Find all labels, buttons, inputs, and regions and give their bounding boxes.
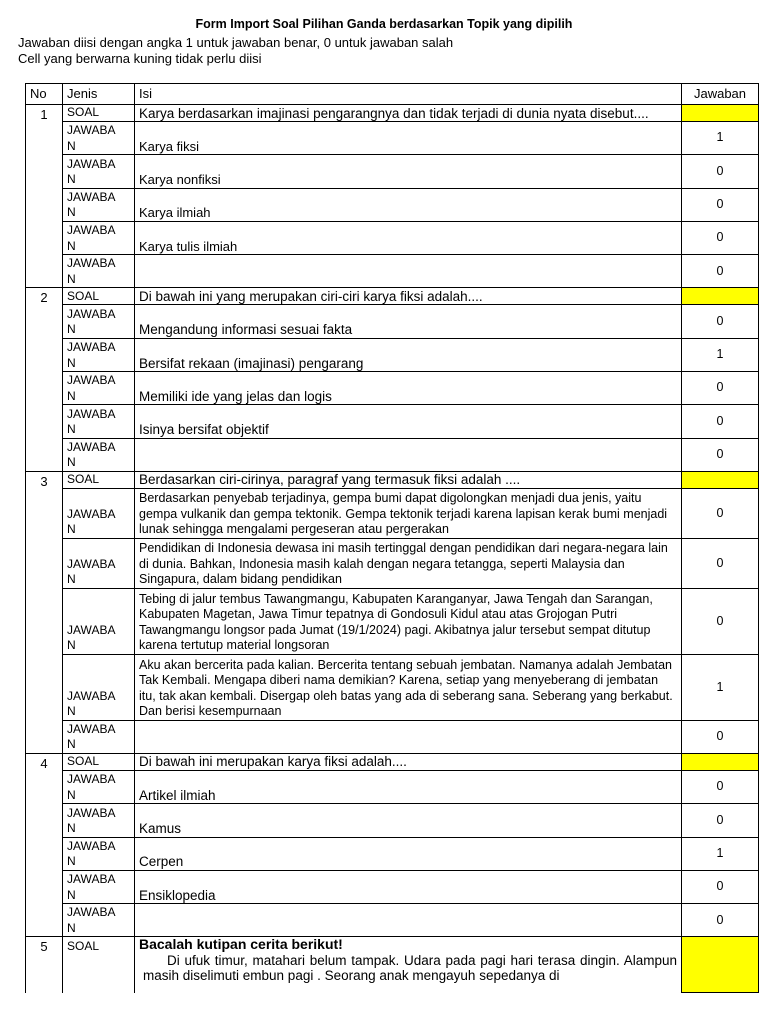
jenis-soal: SOAL: [63, 471, 135, 488]
answer-value[interactable]: 0: [682, 405, 759, 438]
jenis-label: JAWABA: [67, 622, 116, 637]
answer-row: [26, 255, 759, 288]
jenis-jawaban: [63, 770, 135, 803]
jenis-label: JAWABA: [67, 556, 116, 571]
answer-row: [26, 405, 759, 438]
answer-row: [26, 372, 759, 405]
answer-text[interactable]: Karya tulis ilmiah: [135, 221, 682, 254]
jenis-label-wrap: N: [67, 572, 76, 587]
jenis-label-wrap: N: [67, 821, 76, 836]
jenis-label-wrap: N: [67, 920, 76, 935]
jenis-jawaban: [63, 255, 135, 288]
answer-value[interactable]: 0: [682, 770, 759, 803]
jenis-jawaban: [63, 188, 135, 221]
jenis-jawaban: [63, 305, 135, 338]
answer-value[interactable]: 1: [682, 122, 759, 155]
answer-cell-locked: [682, 937, 759, 993]
question-text[interactable]: Di bawah ini merupakan karya fiksi adalah....: [135, 753, 682, 770]
answer-text[interactable]: [135, 438, 682, 471]
question-row: [26, 937, 759, 993]
answer-cell-locked: [682, 471, 759, 488]
answer-row: [26, 305, 759, 338]
answer-text[interactable]: Pendidikan di Indonesia dewasa ini masih tertinggal dengan pendidikan dari negara-negara lain di dunia. Bahkan, Indonesia masih kalah dengan negara tetangga, seperti Malaysia dan Singapura, dalam bidang pendidikan: [135, 538, 682, 588]
answer-value[interactable]: 0: [682, 372, 759, 405]
question-table: [25, 83, 759, 993]
jenis-jawaban: [63, 438, 135, 471]
jenis-label-wrap: N: [67, 271, 76, 286]
jenis-jawaban: [63, 720, 135, 753]
answer-value[interactable]: 0: [682, 488, 759, 538]
jenis-label: JAWABA: [67, 872, 116, 887]
jenis-label-wrap: N: [67, 388, 76, 403]
answer-text[interactable]: Cerpen: [135, 837, 682, 870]
jenis-jawaban: [63, 122, 135, 155]
answer-row: [26, 804, 759, 837]
answer-value[interactable]: 0: [682, 438, 759, 471]
jenis-label: JAWABA: [67, 905, 116, 920]
jenis-soal: SOAL: [63, 105, 135, 122]
jenis-label: JAWABA: [67, 306, 116, 321]
answer-text[interactable]: Isinya bersifat objektif: [135, 405, 682, 438]
question-text[interactable]: Di bawah ini yang merupakan ciri-ciri karya fiksi adalah....: [135, 288, 682, 305]
jenis-label-wrap: N: [67, 138, 76, 153]
jenis-label-wrap: N: [67, 638, 76, 653]
answer-text[interactable]: Bersifat rekaan (imajinasi) pengarang: [135, 338, 682, 371]
jenis-jawaban: [63, 538, 135, 588]
answer-text[interactable]: Karya nonfiksi: [135, 155, 682, 188]
answer-text[interactable]: Memiliki ide yang jelas dan logis: [135, 372, 682, 405]
answer-text[interactable]: Artikel ilmiah: [135, 770, 682, 803]
answer-row: [26, 155, 759, 188]
question-number: 5: [26, 937, 63, 993]
answer-row: [26, 588, 759, 654]
jenis-label-wrap: N: [67, 704, 76, 719]
jenis-label-wrap: N: [67, 787, 76, 802]
jenis-label: JAWABA: [67, 721, 116, 736]
answer-text[interactable]: Karya fiksi: [135, 122, 682, 155]
jenis-jawaban: [63, 405, 135, 438]
answer-value[interactable]: 0: [682, 588, 759, 654]
jenis-label-wrap: N: [67, 238, 76, 253]
jenis-label: JAWABA: [67, 223, 116, 238]
jenis-label-wrap: N: [67, 172, 76, 187]
jenis-label: JAWABA: [67, 256, 116, 271]
header-no: No: [26, 84, 63, 105]
jenis-jawaban: [63, 837, 135, 870]
question-row: [26, 288, 759, 305]
question-text[interactable]: Berdasarkan ciri-cirinya, paragraf yang termasuk fiksi adalah ....: [135, 471, 682, 488]
jenis-soal: SOAL: [63, 753, 135, 770]
answer-value[interactable]: 0: [682, 804, 759, 837]
jenis-jawaban: [63, 221, 135, 254]
jenis-jawaban: [63, 588, 135, 654]
jenis-jawaban: [63, 372, 135, 405]
answer-value[interactable]: 0: [682, 870, 759, 903]
answer-text[interactable]: Karya ilmiah: [135, 188, 682, 221]
answer-value[interactable]: 0: [682, 255, 759, 288]
answer-value[interactable]: 0: [682, 155, 759, 188]
jenis-label: JAWABA: [67, 189, 116, 204]
answer-value[interactable]: 0: [682, 720, 759, 753]
jenis-label: JAWABA: [67, 156, 116, 171]
answer-row: [26, 338, 759, 371]
jenis-label: JAWABA: [67, 688, 116, 703]
answer-row: [26, 904, 759, 937]
question-text[interactable]: Karya berdasarkan imajinasi pengarangnya dan tidak terjadi di dunia nyata disebut....: [135, 105, 682, 122]
question-passage[interactable]: [135, 937, 682, 993]
answer-row: [26, 438, 759, 471]
answer-row: [26, 221, 759, 254]
answer-value[interactable]: 0: [682, 221, 759, 254]
answer-row: [26, 122, 759, 155]
answer-cell-locked: [682, 288, 759, 305]
jenis-label: JAWABA: [67, 838, 116, 853]
answer-row: [26, 770, 759, 803]
jenis-label-wrap: N: [67, 355, 76, 370]
jenis-label: JAWABA: [67, 340, 116, 355]
jenis-label: JAWABA: [67, 506, 116, 521]
answer-row: [26, 870, 759, 903]
jenis-label-wrap: N: [67, 887, 76, 902]
answer-text[interactable]: Kamus: [135, 804, 682, 837]
jenis-jawaban: [63, 904, 135, 937]
question-number: 3: [26, 471, 63, 753]
question-number: 4: [26, 753, 63, 936]
jenis-soal: SOAL: [63, 288, 135, 305]
jenis-jawaban: [63, 654, 135, 720]
answer-value[interactable]: 0: [682, 305, 759, 338]
answer-text[interactable]: Mengandung informasi sesuai fakta: [135, 305, 682, 338]
answer-text[interactable]: [135, 720, 682, 753]
jenis-soal: SOAL: [63, 937, 135, 993]
question-row: [26, 105, 759, 122]
answer-text[interactable]: Berdasarkan penyebab terjadinya, gempa bumi dapat digolongkan menjadi dua jenis, yaitu gempa vulkanik dan gempa tektonik. Gempa tektonik terjadi karena lapisan kerak bumi menjadi lunak sehingga mengalami pergeseran atau pergerakan: [135, 488, 682, 538]
jenis-label-wrap: N: [67, 455, 76, 470]
answer-value[interactable]: 0: [682, 538, 759, 588]
jenis-label-wrap: N: [67, 522, 76, 537]
jenis-label-wrap: N: [67, 422, 76, 437]
answer-value[interactable]: 0: [682, 188, 759, 221]
passage-body: Di ufuk timur, matahari belum tampak. Udara pada pagi hari terasa dingin. Alampun masih diselimuti embun pagi . Seorang anak mengayuh sepedanya di: [143, 952, 677, 984]
jenis-label: JAWABA: [67, 805, 116, 820]
jenis-label-wrap: N: [67, 322, 76, 337]
answer-cell-locked: [682, 105, 759, 122]
answer-row: [26, 538, 759, 588]
question-row: [26, 471, 759, 488]
jenis-label: JAWABA: [67, 373, 116, 388]
answer-value[interactable]: 1: [682, 654, 759, 720]
jenis-label: JAWABA: [67, 772, 116, 787]
answer-row: [26, 488, 759, 538]
header-jawaban: Jawaban: [682, 84, 759, 105]
jenis-label-wrap: N: [67, 205, 76, 220]
answer-cell-locked: [682, 753, 759, 770]
form-title: Form Import Soal Pilihan Ganda berdasarkan Topik yang dipilih: [195, 17, 573, 31]
question-row: [26, 753, 759, 770]
answer-value[interactable]: 1: [682, 338, 759, 371]
jenis-label: JAWABA: [67, 406, 116, 421]
table-header-row: [26, 84, 759, 105]
answer-text[interactable]: Ensiklopedia: [135, 870, 682, 903]
answer-row: [26, 654, 759, 720]
answer-text[interactable]: [135, 255, 682, 288]
jenis-label: JAWABA: [67, 439, 116, 454]
answer-row: [26, 720, 759, 753]
jenis-label-wrap: N: [67, 737, 76, 752]
passage-title: Bacalah kutipan cerita berikut!: [139, 936, 343, 953]
answer-value[interactable]: 0: [682, 904, 759, 937]
jenis-label-wrap: N: [67, 854, 76, 869]
instruction-yellow: Cell yang berwarna kuning tidak perlu diisi: [18, 51, 262, 66]
question-number: 2: [26, 288, 63, 471]
jenis-jawaban: [63, 870, 135, 903]
jenis-label: JAWABA: [67, 123, 116, 138]
answer-row: [26, 837, 759, 870]
instruction-answer: Jawaban diisi dengan angka 1 untuk jawaban benar, 0 untuk jawaban salah: [18, 35, 454, 50]
jenis-jawaban: [63, 488, 135, 538]
header-isi: Isi: [135, 84, 682, 105]
jenis-jawaban: [63, 338, 135, 371]
answer-value[interactable]: 1: [682, 837, 759, 870]
answer-row: [26, 188, 759, 221]
jenis-jawaban: [63, 155, 135, 188]
header-jenis: Jenis: [63, 84, 135, 105]
answer-text[interactable]: Aku akan bercerita pada kalian. Bercerita tentang sebuah jembatan. Namanya adalah Jembatan Tak Kembali. Mengapa diberi nama demikian? Karena, setiap yang menyeberang di jembatan itu, tak akan kembali. Disergap oleh batas yang ada di seberang sana. Seberang yang berkabut. Dan berisi kesempurnaan: [135, 654, 682, 720]
answer-text[interactable]: Tebing di jalur tembus Tawangmangu, Kabupaten Karanganyar, Jawa Tengah dan Sarangan, Kabupaten Magetan, Jawa Timur tepatnya di Gondosuli Kidul atau atas Grojogan Putri Tawangmangu longsor pada Jumat (19/1/2024) pagi. Akibatnya jalur tersebut sempat ditutup karena tertutup material longsoran: [135, 588, 682, 654]
answer-text[interactable]: [135, 904, 682, 937]
jenis-jawaban: [63, 804, 135, 837]
question-number: 1: [26, 105, 63, 288]
